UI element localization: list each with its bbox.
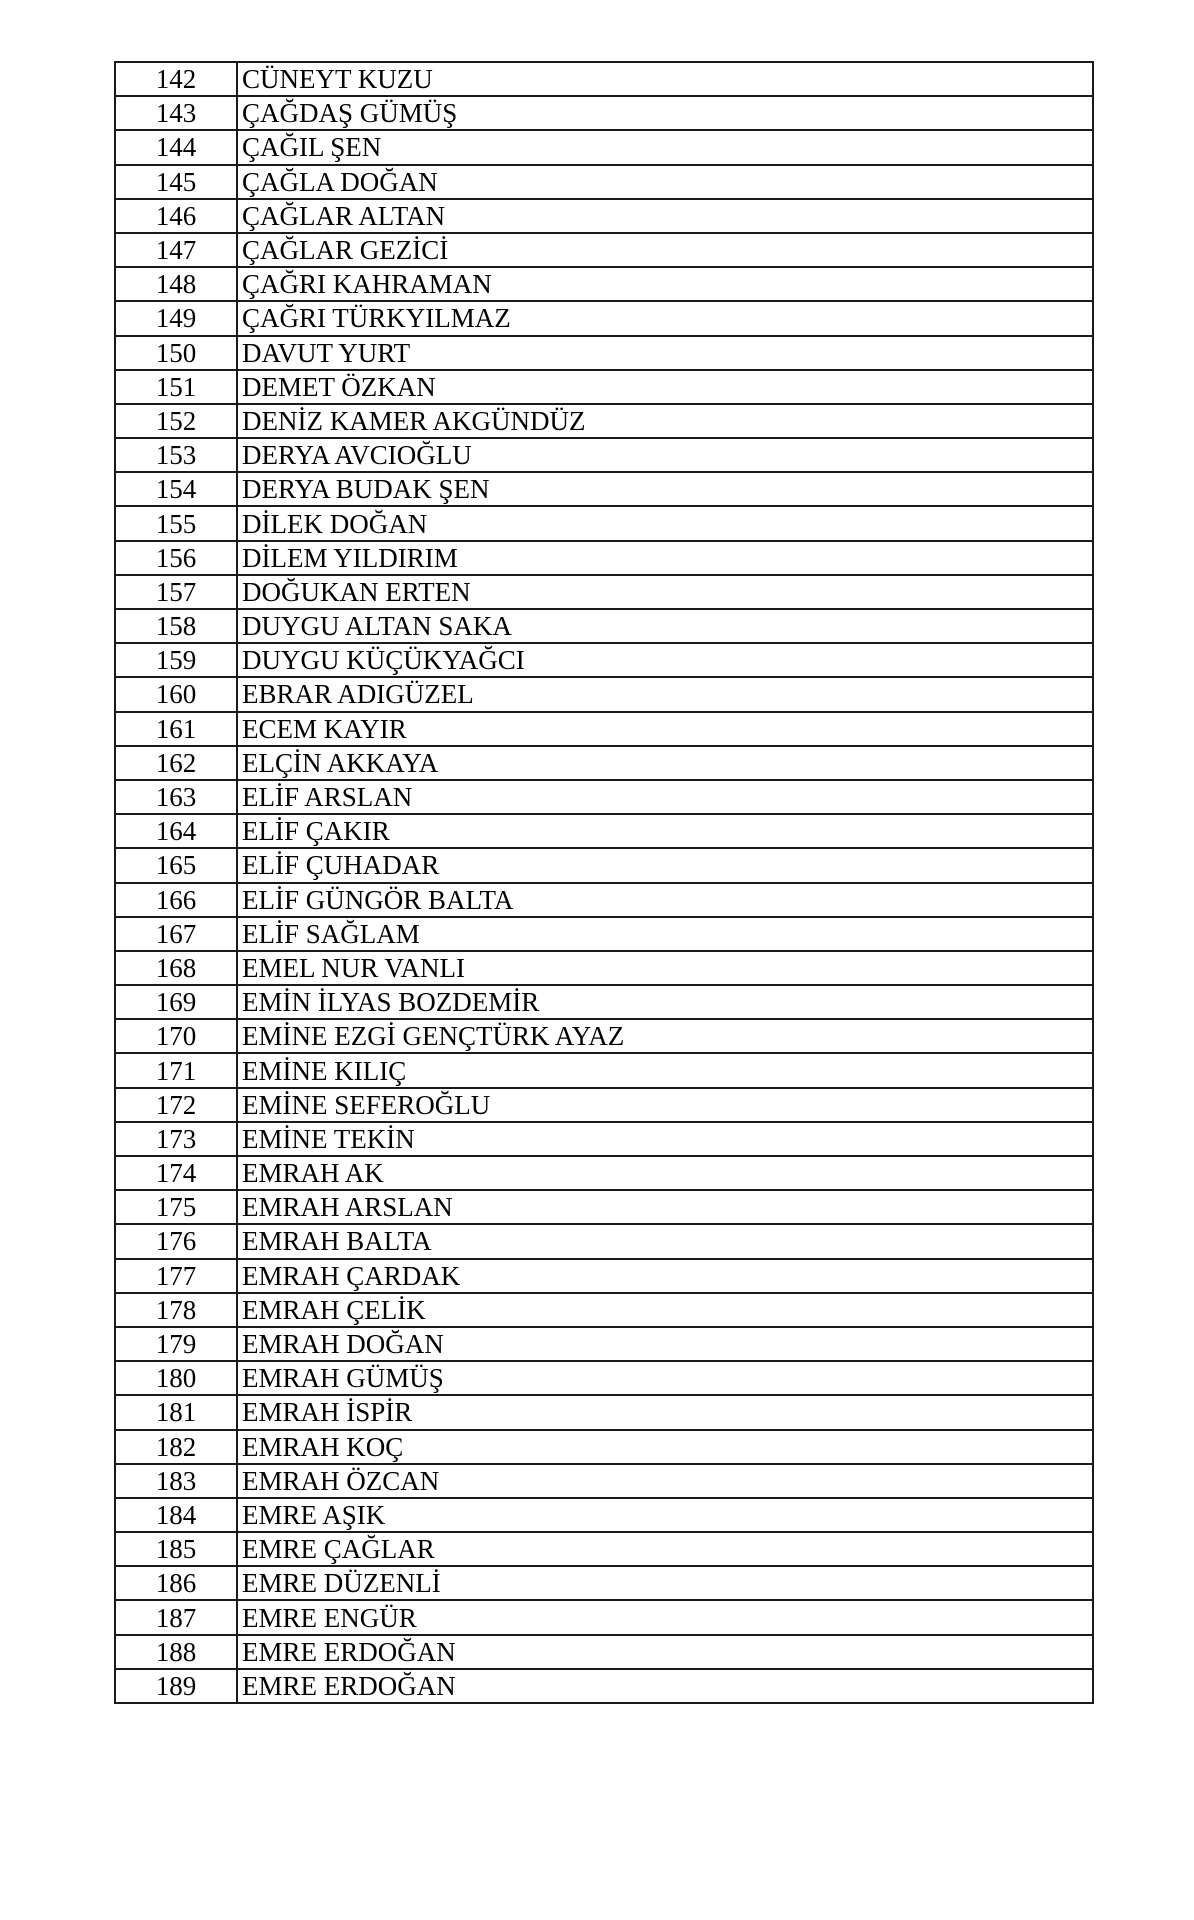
row-number-cell: 185 — [115, 1532, 237, 1566]
table-row — [115, 130, 1093, 164]
row-number-cell: 157 — [115, 575, 237, 609]
row-number-cell: 156 — [115, 541, 237, 575]
person-name-cell: ECEM KAYIR — [237, 712, 1093, 746]
person-name-cell: EMİNE KILIÇ — [237, 1053, 1093, 1087]
person-name-cell: EMRE ERDOĞAN — [237, 1635, 1093, 1669]
person-name-cell: ELÇİN AKKAYA — [237, 746, 1093, 780]
table-row — [115, 609, 1093, 643]
row-number-cell: 175 — [115, 1190, 237, 1224]
table-row — [115, 541, 1093, 575]
table-row — [115, 1669, 1093, 1703]
person-name-cell: CÜNEYT KUZU — [237, 62, 1093, 96]
table-row — [115, 1600, 1093, 1634]
table-row — [115, 1430, 1093, 1464]
person-name-cell: EMRAH ARSLAN — [237, 1190, 1093, 1224]
row-number-cell: 186 — [115, 1566, 237, 1600]
person-name-cell: EMRE ÇAĞLAR — [237, 1532, 1093, 1566]
person-name-cell: EMRE DÜZENLİ — [237, 1566, 1093, 1600]
table-row — [115, 336, 1093, 370]
person-name-cell: EMEL NUR VANLI — [237, 951, 1093, 985]
person-name-cell: DAVUT YURT — [237, 336, 1093, 370]
table-row — [115, 677, 1093, 711]
row-number-cell: 158 — [115, 609, 237, 643]
table-row — [115, 1635, 1093, 1669]
person-name-cell: EMRAH ÇARDAK — [237, 1259, 1093, 1293]
table-row — [115, 883, 1093, 917]
person-name-cell: ELİF SAĞLAM — [237, 917, 1093, 951]
table-row — [115, 712, 1093, 746]
table-row — [115, 1532, 1093, 1566]
person-name-cell: ELİF ÇUHADAR — [237, 848, 1093, 882]
row-number-cell: 166 — [115, 883, 237, 917]
person-name-cell: EMRAH DOĞAN — [237, 1327, 1093, 1361]
row-number-cell: 165 — [115, 848, 237, 882]
table-row — [115, 1019, 1093, 1053]
person-name-cell: DERYA BUDAK ŞEN — [237, 472, 1093, 506]
person-name-cell: EMRAH ÖZCAN — [237, 1464, 1093, 1498]
table-row — [115, 1566, 1093, 1600]
row-number-cell: 188 — [115, 1635, 237, 1669]
table-row — [115, 917, 1093, 951]
row-number-cell: 173 — [115, 1122, 237, 1156]
person-name-cell: ÇAĞLA DOĞAN — [237, 165, 1093, 199]
row-number-cell: 151 — [115, 370, 237, 404]
row-number-cell: 148 — [115, 267, 237, 301]
row-number-cell: 159 — [115, 643, 237, 677]
row-number-cell: 164 — [115, 814, 237, 848]
table-row — [115, 506, 1093, 540]
person-name-cell: ÇAĞRI TÜRKYILMAZ — [237, 301, 1093, 335]
person-name-cell: ÇAĞRI KAHRAMAN — [237, 267, 1093, 301]
person-name-cell: EMİN İLYAS BOZDEMİR — [237, 985, 1093, 1019]
row-number-cell: 154 — [115, 472, 237, 506]
row-number-cell: 181 — [115, 1395, 237, 1429]
person-name-cell: DUYGU ALTAN SAKA — [237, 609, 1093, 643]
row-number-cell: 170 — [115, 1019, 237, 1053]
row-number-cell: 163 — [115, 780, 237, 814]
table-row — [115, 848, 1093, 882]
row-number-cell: 180 — [115, 1361, 237, 1395]
table-row — [115, 951, 1093, 985]
table-row — [115, 165, 1093, 199]
table-body — [115, 62, 1093, 1703]
row-number-cell: 167 — [115, 917, 237, 951]
row-number-cell: 184 — [115, 1498, 237, 1532]
person-name-cell: DOĞUKAN ERTEN — [237, 575, 1093, 609]
person-name-cell: EMİNE EZGİ GENÇTÜRK AYAZ — [237, 1019, 1093, 1053]
person-name-cell: EMRE ERDOĞAN — [237, 1669, 1093, 1703]
person-name-cell: ÇAĞLAR GEZİCİ — [237, 233, 1093, 267]
table-row — [115, 267, 1093, 301]
row-number-cell: 172 — [115, 1088, 237, 1122]
row-number-cell: 176 — [115, 1224, 237, 1258]
table-row — [115, 1224, 1093, 1258]
table-row — [115, 1088, 1093, 1122]
table-row — [115, 62, 1093, 96]
person-name-cell: ELİF GÜNGÖR BALTA — [237, 883, 1093, 917]
row-number-cell: 187 — [115, 1600, 237, 1634]
person-name-cell: EMİNE TEKİN — [237, 1122, 1093, 1156]
row-number-cell: 147 — [115, 233, 237, 267]
row-number-cell: 144 — [115, 130, 237, 164]
person-name-cell: EMRAH İSPİR — [237, 1395, 1093, 1429]
person-name-cell: ÇAĞLAR ALTAN — [237, 199, 1093, 233]
person-name-cell: EMİNE SEFEROĞLU — [237, 1088, 1093, 1122]
row-number-cell: 150 — [115, 336, 237, 370]
row-number-cell: 178 — [115, 1293, 237, 1327]
person-name-cell: DENİZ KAMER AKGÜNDÜZ — [237, 404, 1093, 438]
person-name-cell: EMRAH GÜMÜŞ — [237, 1361, 1093, 1395]
person-name-cell: ÇAĞIL ŞEN — [237, 130, 1093, 164]
table-row — [115, 1190, 1093, 1224]
table-row — [115, 746, 1093, 780]
row-number-cell: 162 — [115, 746, 237, 780]
table-row — [115, 404, 1093, 438]
table-row — [115, 233, 1093, 267]
person-name-cell: ELİF ÇAKIR — [237, 814, 1093, 848]
row-number-cell: 179 — [115, 1327, 237, 1361]
row-number-cell: 155 — [115, 506, 237, 540]
row-number-cell: 149 — [115, 301, 237, 335]
row-number-cell: 143 — [115, 96, 237, 130]
table-row — [115, 1293, 1093, 1327]
table-row — [115, 1053, 1093, 1087]
row-number-cell: 146 — [115, 199, 237, 233]
row-number-cell: 145 — [115, 165, 237, 199]
person-name-cell: EBRAR ADIGÜZEL — [237, 677, 1093, 711]
person-name-cell: EMRAH ÇELİK — [237, 1293, 1093, 1327]
row-number-cell: 142 — [115, 62, 237, 96]
table-row — [115, 643, 1093, 677]
row-number-cell: 183 — [115, 1464, 237, 1498]
row-number-cell: 171 — [115, 1053, 237, 1087]
table-row — [115, 1498, 1093, 1532]
row-number-cell: 174 — [115, 1156, 237, 1190]
table-row — [115, 1395, 1093, 1429]
table-row — [115, 1122, 1093, 1156]
row-number-cell: 169 — [115, 985, 237, 1019]
person-name-cell: EMRAH AK — [237, 1156, 1093, 1190]
name-list-table — [114, 61, 1094, 1704]
table-row — [115, 814, 1093, 848]
table-row — [115, 985, 1093, 1019]
person-name-cell: EMRAH BALTA — [237, 1224, 1093, 1258]
table-row — [115, 575, 1093, 609]
person-name-cell: DEMET ÖZKAN — [237, 370, 1093, 404]
table-row — [115, 301, 1093, 335]
person-name-cell: DERYA AVCIOĞLU — [237, 438, 1093, 472]
person-name-cell: DİLEK DOĞAN — [237, 506, 1093, 540]
person-name-cell: EMRE AŞIK — [237, 1498, 1093, 1532]
person-name-cell: EMRAH KOÇ — [237, 1430, 1093, 1464]
table-row — [115, 1464, 1093, 1498]
person-name-cell: DUYGU KÜÇÜKYAĞCI — [237, 643, 1093, 677]
row-number-cell: 161 — [115, 712, 237, 746]
table-row — [115, 438, 1093, 472]
row-number-cell: 153 — [115, 438, 237, 472]
table-row — [115, 1327, 1093, 1361]
person-name-cell: ELİF ARSLAN — [237, 780, 1093, 814]
person-name-cell: DİLEM YILDIRIM — [237, 541, 1093, 575]
table-row — [115, 1156, 1093, 1190]
row-number-cell: 189 — [115, 1669, 237, 1703]
table-row — [115, 472, 1093, 506]
person-name-cell: ÇAĞDAŞ GÜMÜŞ — [237, 96, 1093, 130]
table-row — [115, 96, 1093, 130]
person-name-cell: EMRE ENGÜR — [237, 1600, 1093, 1634]
table-row — [115, 199, 1093, 233]
row-number-cell: 177 — [115, 1259, 237, 1293]
table-row — [115, 1259, 1093, 1293]
row-number-cell: 168 — [115, 951, 237, 985]
row-number-cell: 182 — [115, 1430, 237, 1464]
table-row — [115, 370, 1093, 404]
row-number-cell: 152 — [115, 404, 237, 438]
row-number-cell: 160 — [115, 677, 237, 711]
table-row — [115, 1361, 1093, 1395]
table-row — [115, 780, 1093, 814]
